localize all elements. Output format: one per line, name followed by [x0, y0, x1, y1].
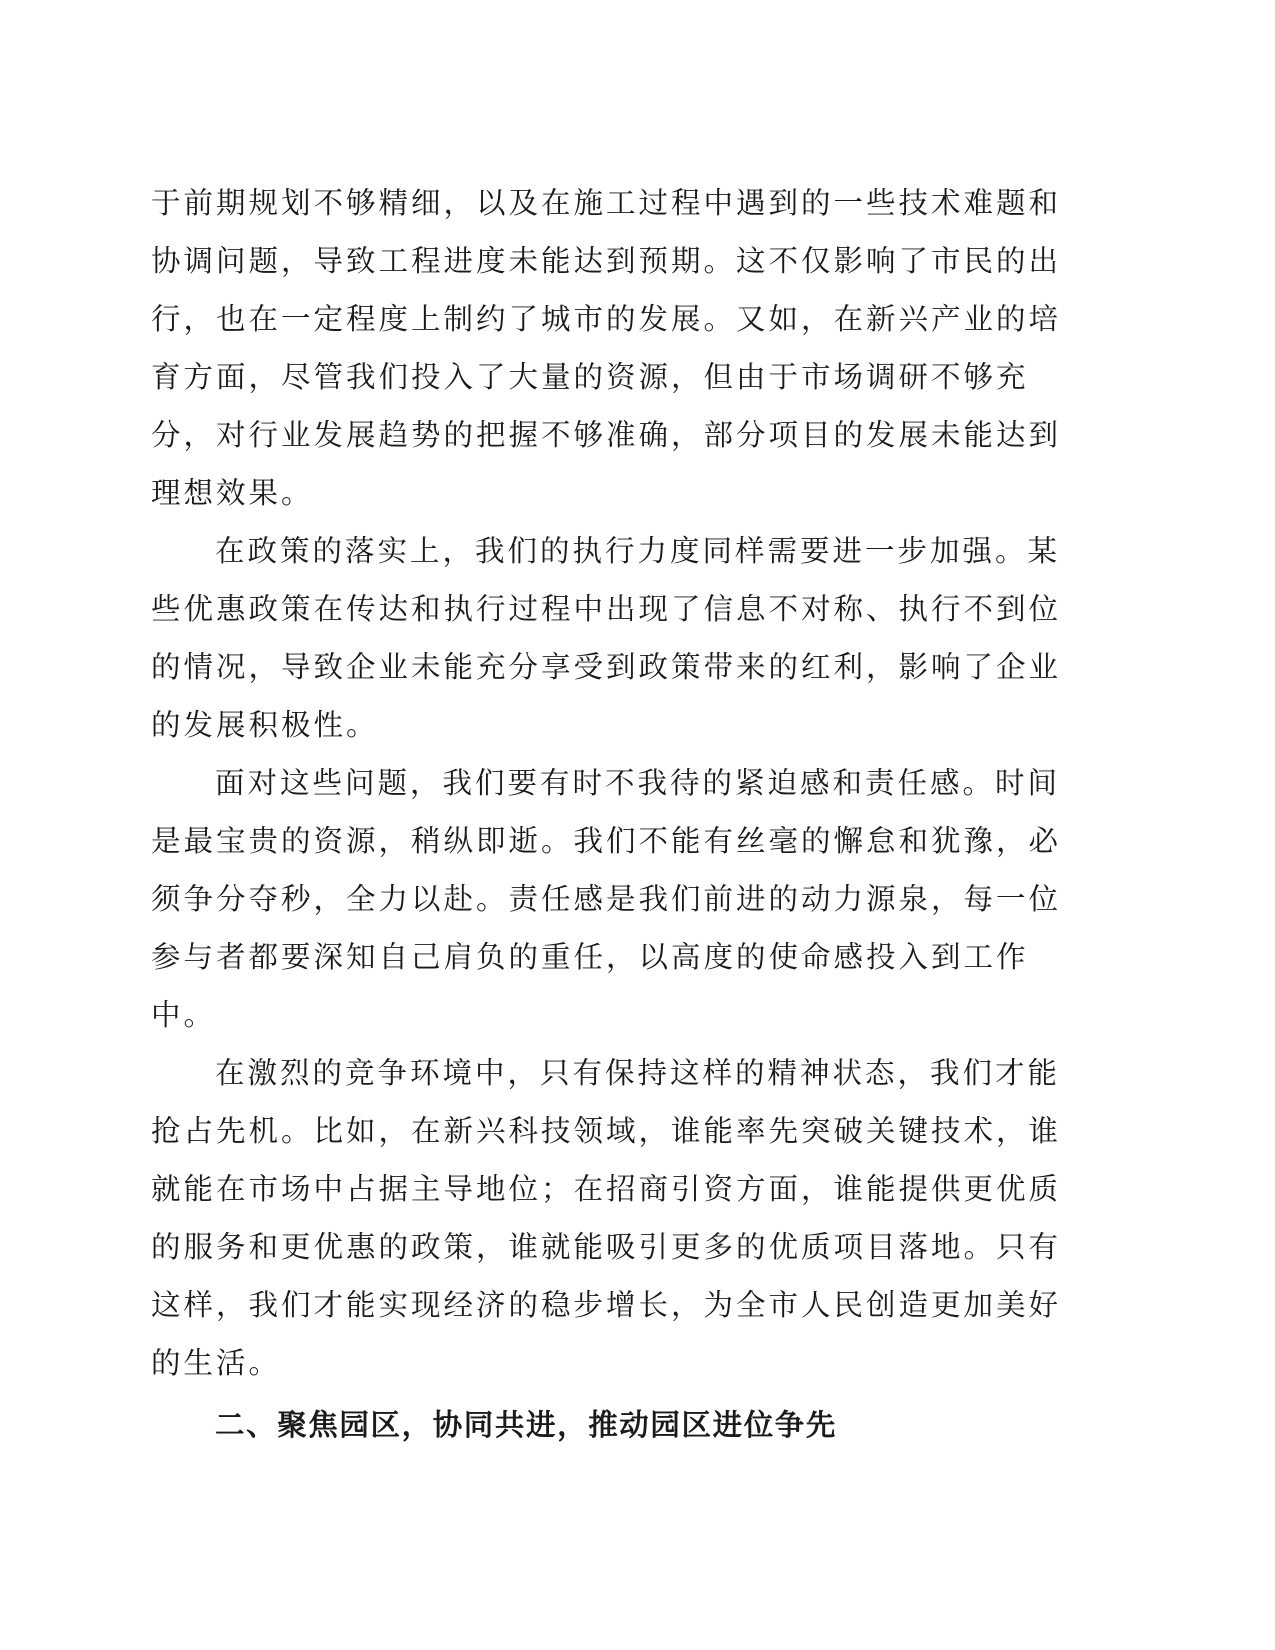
text-line: 中。 — [151, 998, 217, 1032]
text-line: 抢占先机。比如，在新兴科技领域，谁能率先突破关键技术，谁 — [151, 1114, 1062, 1148]
text-line: 是最宝贵的资源，稍纵即逝。我们不能有丝毫的懈怠和犹豫，必 — [151, 824, 1062, 858]
text-line: 分，对行业发展趋势的把握不够准确，部分项目的发展未能达到 — [151, 418, 1062, 452]
text-line: 须争分夺秒，全力以赴。责任感是我们前进的动力源泉，每一位 — [151, 882, 1062, 916]
text-line: 这样，我们才能实现经济的稳步增长，为全市人民创造更加美好 — [151, 1288, 1062, 1322]
text-line: 的发展积极性。 — [151, 708, 379, 742]
text-line: 参与者都要深知自己肩负的重任，以高度的使命感投入到工作 — [151, 940, 1029, 974]
text-line: 理想效果。 — [151, 476, 314, 510]
paragraph-first-line: 面对这些问题，我们要有时不我待的紧迫感和责任感。时间 — [215, 766, 1061, 800]
text-line: 的情况，导致企业未能充分享受到政策带来的红利，影响了企业 — [151, 650, 1062, 684]
text-line: 些优惠政策在传达和执行过程中出现了信息不对称、执行不到位 — [151, 592, 1062, 626]
text-line: 协调问题，导致工程进度未能达到预期。这不仅影响了市民的出 — [151, 244, 1062, 278]
paragraph-first-line: 在激烈的竞争环境中，只有保持这样的精神状态，我们才能 — [215, 1056, 1061, 1090]
text-line: 就能在市场中占据主导地位；在招商引资方面，谁能提供更优质 — [151, 1172, 1062, 1206]
text-line: 的生活。 — [151, 1346, 282, 1380]
text-line: 育方面，尽管我们投入了大量的资源，但由于市场调研不够充 — [151, 360, 1029, 394]
text-line: 的服务和更优惠的政策，谁就能吸引更多的优质项目落地。只有 — [151, 1230, 1062, 1264]
document-body — [151, 174, 1062, 1454]
paragraph-first-line: 在政策的落实上，我们的执行力度同样需要进一步加强。某 — [215, 534, 1061, 568]
section-heading: 二、聚焦园区，协同共进，推动园区进位争先 — [215, 1408, 838, 1442]
text-line: 行，也在一定程度上制约了城市的发展。又如，在新兴产业的培 — [151, 302, 1062, 336]
text-line: 于前期规划不够精细，以及在施工过程中遇到的一些技术难题和 — [151, 186, 1062, 220]
